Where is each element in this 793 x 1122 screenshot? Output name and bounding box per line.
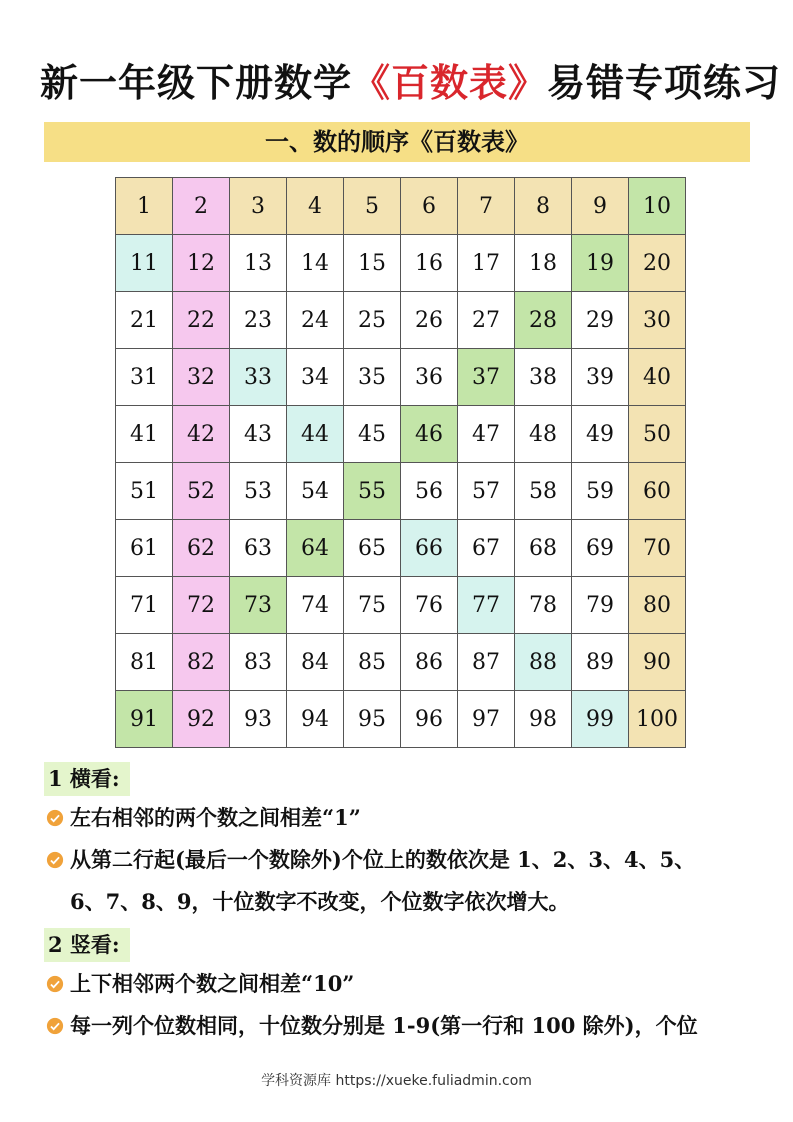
table-cell: 26 <box>401 292 458 349</box>
table-cell: 98 <box>515 691 572 748</box>
table-cell: 58 <box>515 463 572 520</box>
table-cell: 44 <box>287 406 344 463</box>
table-cell: 64 <box>287 520 344 577</box>
table-cell: 12 <box>173 235 230 292</box>
section-1-bullet-2 <box>46 844 695 876</box>
badge-bullet-icon <box>46 851 64 869</box>
table-cell: 51 <box>116 463 173 520</box>
table-cell: 53 <box>230 463 287 520</box>
table-cell: 6 <box>401 178 458 235</box>
table-cell: 5 <box>344 178 401 235</box>
table-cell: 18 <box>515 235 572 292</box>
section-2-label: 2 竖看: <box>44 928 130 962</box>
footer-source: 学科资源库 https://xueke.fuliadmin.com <box>261 1073 532 1089</box>
table-cell: 57 <box>458 463 515 520</box>
table-cell: 75 <box>344 577 401 634</box>
table-cell: 79 <box>572 577 629 634</box>
table-cell: 25 <box>344 292 401 349</box>
badge-bullet-icon <box>46 809 64 827</box>
title-part-1: 新一年级下册数学 <box>40 60 353 105</box>
table-cell: 94 <box>287 691 344 748</box>
table-cell: 54 <box>287 463 344 520</box>
table-cell: 70 <box>629 520 686 577</box>
table-cell: 60 <box>629 463 686 520</box>
table-cell: 96 <box>401 691 458 748</box>
table-cell: 74 <box>287 577 344 634</box>
table-cell: 45 <box>344 406 401 463</box>
table-cell: 33 <box>230 349 287 406</box>
table-cell: 31 <box>116 349 173 406</box>
table-cell: 89 <box>572 634 629 691</box>
table-cell: 72 <box>173 577 230 634</box>
table-row <box>116 463 686 520</box>
table-cell: 78 <box>515 577 572 634</box>
table-cell: 49 <box>572 406 629 463</box>
table-cell: 14 <box>287 235 344 292</box>
table-cell: 7 <box>458 178 515 235</box>
table-cell: 2 <box>173 178 230 235</box>
table-row <box>116 577 686 634</box>
table-cell: 52 <box>173 463 230 520</box>
table-cell: 47 <box>458 406 515 463</box>
table-cell: 55 <box>344 463 401 520</box>
table-cell: 82 <box>173 634 230 691</box>
title-part-3: 易错专项练习 <box>547 60 782 105</box>
section-heading: 一、数的顺序《百数表》 <box>265 127 529 156</box>
table-cell: 10 <box>629 178 686 235</box>
table-cell: 19 <box>572 235 629 292</box>
page-title <box>40 52 782 108</box>
table-row <box>116 691 686 748</box>
section-1-bullet-2-line-2: 6、7、8、9，十位数字不改变，个位数字依次增大。 <box>70 889 570 914</box>
table-cell: 66 <box>401 520 458 577</box>
table-cell: 50 <box>629 406 686 463</box>
table-cell: 93 <box>230 691 287 748</box>
table-cell: 28 <box>515 292 572 349</box>
table-cell: 38 <box>515 349 572 406</box>
hundred-chart-table <box>115 177 686 748</box>
table-cell: 17 <box>458 235 515 292</box>
table-cell: 62 <box>173 520 230 577</box>
table-cell: 91 <box>116 691 173 748</box>
table-cell: 9 <box>572 178 629 235</box>
table-cell: 1 <box>116 178 173 235</box>
table-cell: 39 <box>572 349 629 406</box>
section-2-bullet-1 <box>46 968 354 1000</box>
table-cell: 3 <box>230 178 287 235</box>
section-2-bullet-2 <box>46 1010 698 1042</box>
badge-bullet-icon <box>46 1017 64 1035</box>
table-cell: 67 <box>458 520 515 577</box>
table-cell: 83 <box>230 634 287 691</box>
table-row <box>116 406 686 463</box>
table-cell: 65 <box>344 520 401 577</box>
table-cell: 85 <box>344 634 401 691</box>
table-cell: 20 <box>629 235 686 292</box>
table-cell: 40 <box>629 349 686 406</box>
table-cell: 15 <box>344 235 401 292</box>
table-cell: 84 <box>287 634 344 691</box>
table-cell: 59 <box>572 463 629 520</box>
table-cell: 27 <box>458 292 515 349</box>
table-cell: 34 <box>287 349 344 406</box>
section-1-bullet-1-text: 左右相邻的两个数之间相差“1” <box>70 805 361 830</box>
table-cell: 21 <box>116 292 173 349</box>
table-cell: 22 <box>173 292 230 349</box>
table-cell: 86 <box>401 634 458 691</box>
table-cell: 87 <box>458 634 515 691</box>
section-1-bullet-2-line-1: 从第二行起(最后一个数除外)个位上的数依次是 1、2、3、4、5、 <box>70 847 696 872</box>
table-cell: 92 <box>173 691 230 748</box>
table-row <box>116 292 686 349</box>
table-cell: 43 <box>230 406 287 463</box>
table-row <box>116 520 686 577</box>
table-cell: 56 <box>401 463 458 520</box>
title-part-2: 《百数表》 <box>352 60 548 105</box>
table-cell: 42 <box>173 406 230 463</box>
table-cell: 30 <box>629 292 686 349</box>
table-cell: 48 <box>515 406 572 463</box>
table-row <box>116 349 686 406</box>
table-cell: 95 <box>344 691 401 748</box>
table-cell: 88 <box>515 634 572 691</box>
table-cell: 41 <box>116 406 173 463</box>
table-cell: 100 <box>629 691 686 748</box>
table-cell: 76 <box>401 577 458 634</box>
table-cell: 73 <box>230 577 287 634</box>
table-cell: 16 <box>401 235 458 292</box>
table-cell: 68 <box>515 520 572 577</box>
table-row <box>116 235 686 292</box>
section-heading-bar <box>44 122 750 162</box>
table-cell: 35 <box>344 349 401 406</box>
table-cell: 11 <box>116 235 173 292</box>
table-cell: 97 <box>458 691 515 748</box>
table-row <box>116 178 686 235</box>
table-cell: 46 <box>401 406 458 463</box>
section-1-bullet-1 <box>46 802 361 834</box>
table-cell: 77 <box>458 577 515 634</box>
section-2-bullet-1-text: 上下相邻两个数之间相差“10” <box>70 971 355 996</box>
table-cell: 8 <box>515 178 572 235</box>
table-cell: 71 <box>116 577 173 634</box>
table-cell: 99 <box>572 691 629 748</box>
table-cell: 23 <box>230 292 287 349</box>
table-cell: 24 <box>287 292 344 349</box>
table-cell: 13 <box>230 235 287 292</box>
table-cell: 81 <box>116 634 173 691</box>
badge-bullet-icon <box>46 975 64 993</box>
section-2-bullet-2-text: 每一列个位数相同，十位数分别是 1-9(第一行和 100 除外)，个位 <box>70 1013 698 1038</box>
table-cell: 4 <box>287 178 344 235</box>
table-cell: 80 <box>629 577 686 634</box>
table-cell: 32 <box>173 349 230 406</box>
table-cell: 69 <box>572 520 629 577</box>
table-cell: 29 <box>572 292 629 349</box>
table-cell: 61 <box>116 520 173 577</box>
table-cell: 37 <box>458 349 515 406</box>
table-row <box>116 634 686 691</box>
table-cell: 36 <box>401 349 458 406</box>
table-cell: 63 <box>230 520 287 577</box>
table-cell: 90 <box>629 634 686 691</box>
section-1-label: 1 横看: <box>44 762 130 796</box>
